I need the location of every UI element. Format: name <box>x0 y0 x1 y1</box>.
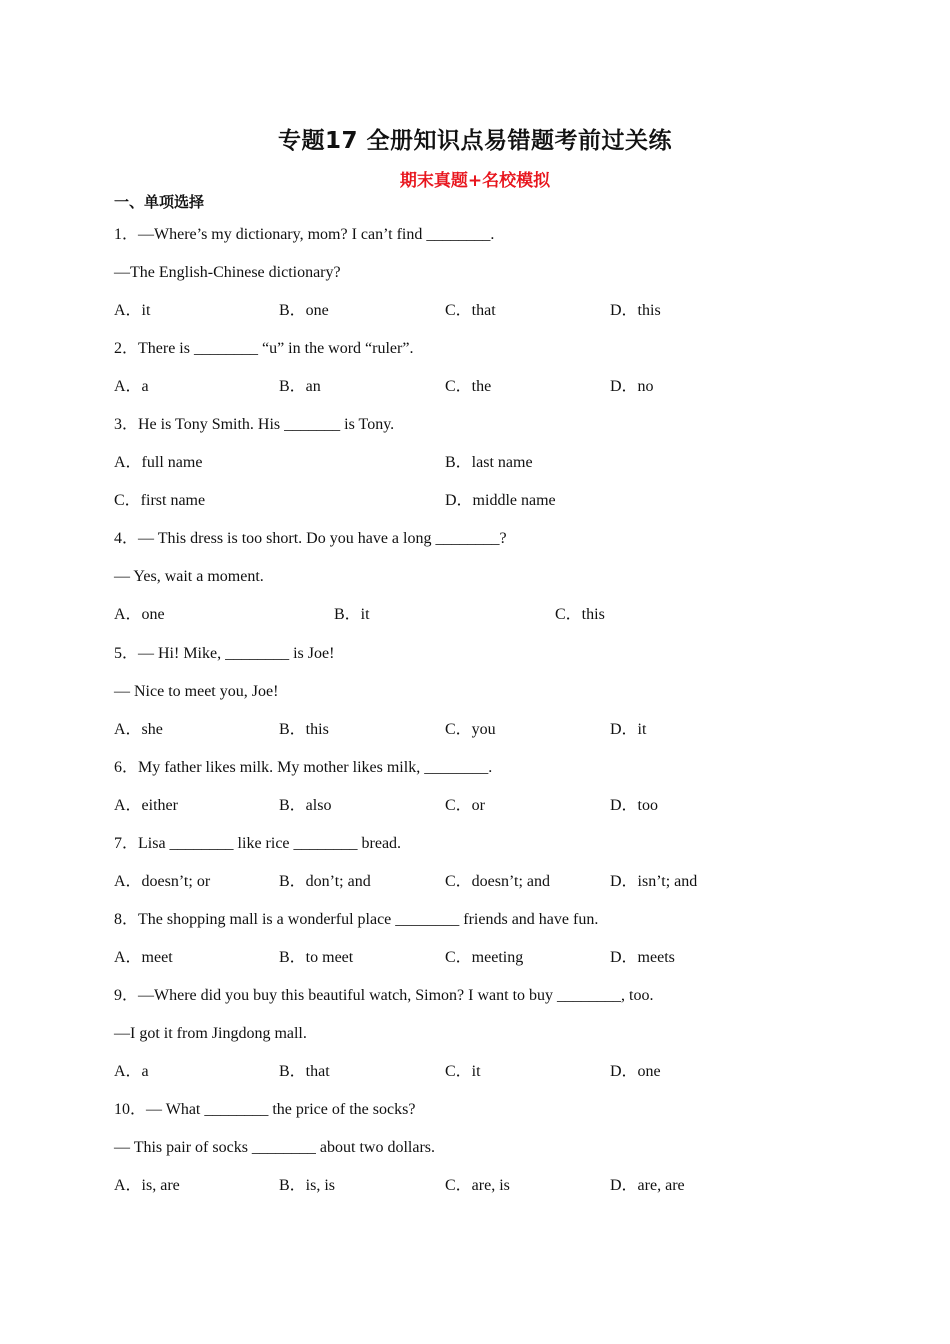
question-2-option-d: D．no <box>610 378 654 395</box>
question-6-text: 6．My father likes milk. My mother likes milk, ________. <box>114 759 493 776</box>
question-8-option-a: A．meet <box>114 949 173 966</box>
question-7-option-c: C．doesn’t; and <box>445 873 551 890</box>
question-5-option-d: D．it <box>610 721 647 738</box>
question-7-option-b: B．don’t; and <box>279 873 371 890</box>
question-1-option-d: D．this <box>610 302 661 319</box>
question-3-option-b: B．last name <box>445 454 533 471</box>
question-3-option-d: D．middle name <box>445 492 556 509</box>
question-9-option-c: C．it <box>445 1063 481 1080</box>
question-1-option-a: A．it <box>114 302 151 319</box>
question-8-option-c: C．meeting <box>445 949 524 966</box>
question-4-text: 4．— This dress is too short. Do you have a long ________? <box>114 530 507 547</box>
question-2-text: 2．There is ________ “u” in the word “ruler”. <box>114 340 414 357</box>
question-10-option-a: A．is, are <box>114 1177 180 1194</box>
question-10-option-c: C．are, is <box>445 1177 510 1194</box>
page-subtitle: 期末真题+名校模拟 <box>399 171 551 191</box>
question-1-response: —The English-Chinese dictionary? <box>114 264 341 281</box>
question-4-option-b: B．it <box>334 606 370 623</box>
question-8-option-b: B．to meet <box>279 949 354 966</box>
question-6-option-a: A．either <box>114 797 178 814</box>
question-7-option-a: A．doesn’t; or <box>114 873 211 890</box>
question-1-text: 1．—Where’s my dictionary, mom? I can’t find ________. <box>114 226 495 243</box>
question-5-option-a: A．she <box>114 721 163 738</box>
question-2-option-b: B．an <box>279 378 321 395</box>
question-2-option-a: A．a <box>114 378 149 395</box>
question-4-response: — Yes, wait a moment. <box>114 568 264 585</box>
question-9-option-a: A．a <box>114 1063 149 1080</box>
question-1-option-b: B．one <box>279 302 329 319</box>
question-4-option-a: A．one <box>114 606 165 623</box>
question-7-option-d: D．isn’t; and <box>610 873 698 890</box>
question-10-text: 10．— What ________ the price of the socks? <box>114 1101 416 1118</box>
question-5-text: 5．— Hi! Mike, ________ is Joe! <box>114 645 335 662</box>
question-3-text: 3．He is Tony Smith. His _______ is Tony. <box>114 416 395 433</box>
question-2-option-c: C．the <box>445 378 492 395</box>
question-10-response: — This pair of socks ________ about two dollars. <box>114 1139 436 1156</box>
question-8-option-d: D．meets <box>610 949 675 966</box>
question-5-response: — Nice to meet you, Joe! <box>114 683 279 700</box>
question-3-option-c: C．first name <box>114 492 206 509</box>
question-6-option-b: B．also <box>279 797 332 814</box>
question-9-option-d: D．one <box>610 1063 661 1080</box>
question-3-option-a: A．full name <box>114 454 203 471</box>
question-9-response: —I got it from Jingdong mall. <box>114 1025 307 1042</box>
question-5-option-b: B．this <box>279 721 329 738</box>
question-5-option-c: C．you <box>445 721 496 738</box>
question-6-option-d: D．too <box>610 797 659 814</box>
question-9-text: 9．—Where did you buy this beautiful watch, Simon? I want to buy ________, too. <box>114 987 654 1004</box>
question-6-option-c: C．or <box>445 797 486 814</box>
question-10-option-b: B．is, is <box>279 1177 336 1194</box>
question-8-text: 8．The shopping mall is a wonderful place ________ friends and have fun. <box>114 911 599 928</box>
question-10-option-d: D．are, are <box>610 1177 685 1194</box>
question-7-text: 7．Lisa ________ like rice ________ bread. <box>114 835 402 852</box>
page-title: 专题17 全册知识点易错题考前过关练 <box>277 128 672 154</box>
question-9-option-b: B．that <box>279 1063 330 1080</box>
question-1-option-c: C．that <box>445 302 496 319</box>
question-4-option-c: C．this <box>555 606 605 623</box>
section-heading: 一、单项选择 <box>114 193 205 211</box>
